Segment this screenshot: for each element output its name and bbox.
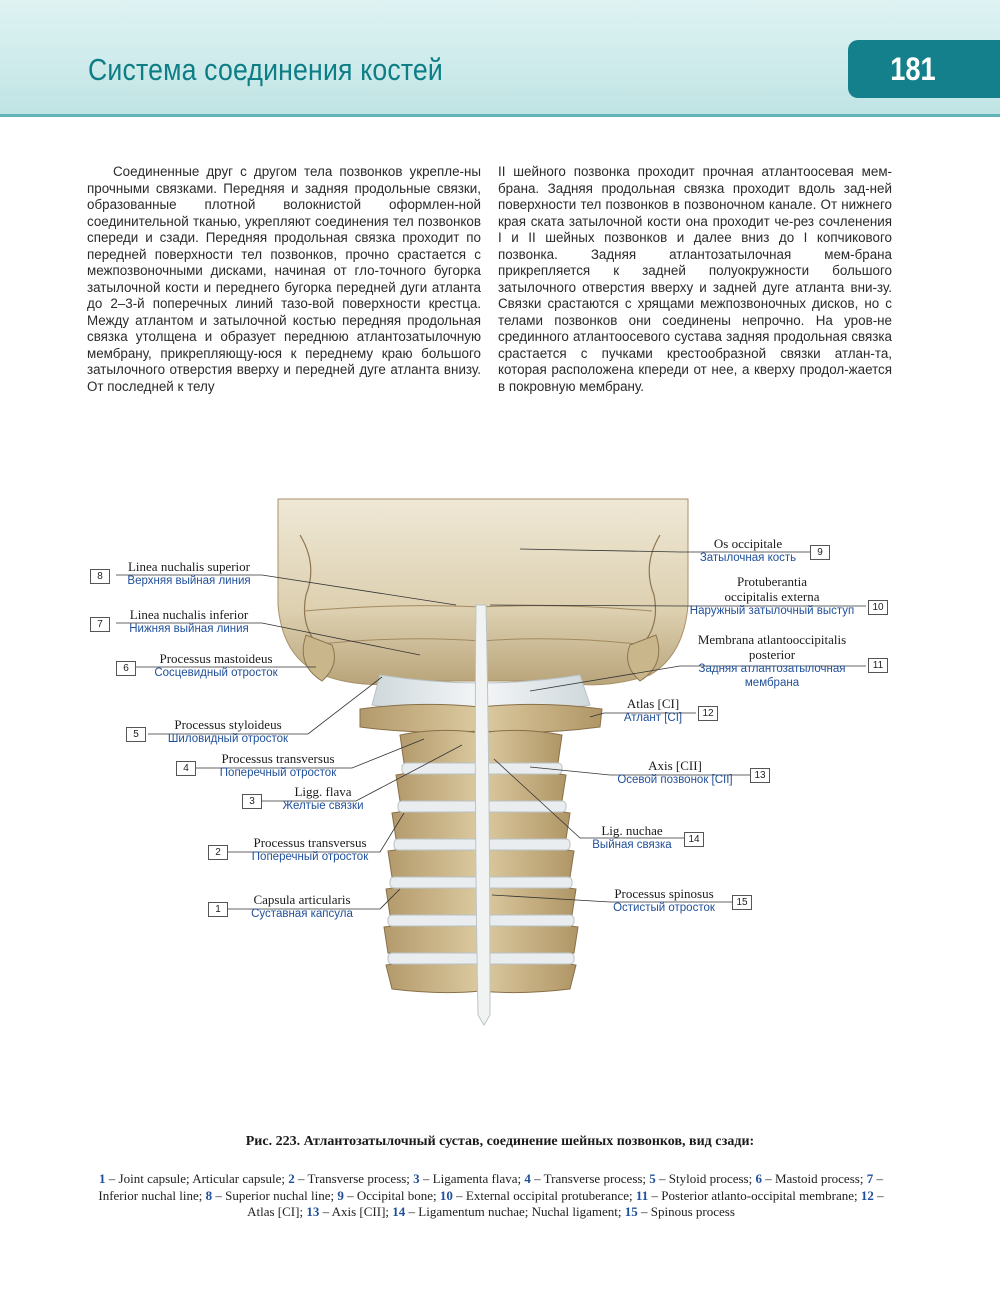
- label-number-14: 14: [684, 832, 704, 847]
- label-atlas: [608, 696, 698, 725]
- legend-text: – Occipital bone;: [343, 1187, 440, 1203]
- label-number-9: 9: [810, 545, 830, 560]
- legend-text: – Mastoid process;: [761, 1171, 867, 1186]
- label-nuchal-ligament: [584, 823, 680, 852]
- label-russian: Остистый отросток: [613, 902, 715, 914]
- label-russian: Выйная связка: [592, 839, 672, 851]
- label-number-5: 5: [126, 727, 146, 742]
- legend-number: 5: [649, 1171, 656, 1186]
- legend-text: – Styloid process;: [655, 1171, 756, 1186]
- label-ligamenta-flava: [272, 784, 374, 813]
- legend-text: – External occipital protuberance;: [452, 1187, 636, 1203]
- label-number-15: 15: [732, 895, 752, 910]
- label-russian: Наружный затылочный выступ: [689, 605, 855, 617]
- label-number-11: 11: [868, 658, 888, 673]
- label-latin: Processus mastoideus: [159, 651, 273, 666]
- legend-number: 11: [635, 1187, 649, 1203]
- legend-number: 2: [288, 1171, 295, 1186]
- label-number-10: 10: [868, 600, 888, 615]
- label-russian: Задняя атлантозатылочная: [698, 663, 846, 675]
- label-latin: Processus styloideus: [174, 717, 282, 732]
- legend-number: 3: [413, 1171, 420, 1186]
- legend-text: – Joint capsule; Articular capsule;: [105, 1171, 289, 1186]
- label-russian: Осевой позвонок [CII]: [617, 774, 733, 786]
- legend-number: 8: [205, 1187, 213, 1203]
- legend-number: 15: [624, 1204, 638, 1219]
- label-russian: Поперечный отросток: [251, 851, 369, 863]
- label-transverse-process-lower: [238, 835, 382, 864]
- label-latin: Linea nuchalis inferior: [129, 607, 249, 622]
- label-latin: occipitalis externa: [724, 589, 820, 604]
- legend-text: – Atlas [CI];: [247, 1187, 884, 1219]
- label-axis: [600, 758, 750, 787]
- chapter-title: Система соединения костей: [88, 52, 443, 87]
- label-number-1: 1: [208, 902, 228, 917]
- legend-number: 4: [524, 1171, 531, 1186]
- legend-text: – Superior nuchal line;: [212, 1187, 338, 1203]
- label-russian: Сосцевидный отросток: [154, 667, 278, 679]
- label-number-2: 2: [208, 845, 228, 860]
- label-number-6: 6: [116, 661, 136, 676]
- legend-number: 6: [755, 1171, 762, 1186]
- figure-caption: Рис. 223. Атлантозатылочный сустав, соединение шейных позвонков, вид сзади:: [245, 1134, 755, 1149]
- label-russian: Атлант [CI]: [623, 712, 683, 724]
- legend-text: – Inferior nuchal line;: [98, 1171, 883, 1203]
- label-external-occipital-protuberance: [676, 574, 868, 618]
- label-superior-nuchal-line: [118, 559, 260, 588]
- label-articular-capsule: [238, 892, 366, 921]
- label-latin: Linea nuchalis superior: [127, 559, 250, 574]
- label-russian: Желтые связки: [282, 800, 364, 812]
- legend-text: – Transverse process;: [530, 1171, 650, 1186]
- legend-number: 14: [392, 1204, 406, 1219]
- label-number-4: 4: [176, 761, 196, 776]
- label-number-3: 3: [242, 794, 262, 809]
- body-paragraph-left: Соединенные друг с другом тела позвонков укрепле-ны прочными связками. Передняя и задняя продольные связки, образованные плотной волокнистой оформлен-ной соединительной тканью, укрепляют соединения тел позвонков спереди и сзади. Передняя продольная связка проходит по передней поверхности тел позвонков, прочно срастается с межпозвоночными дисками, начиная от гло-точного бугорка затылочной кости и переднего бугорка передней дуги атланта до 2–3-й поперечных линий тазо-вой поверхности крестца. Между атлантом и затылочной костью передняя продольная связка утолщена и образует переднюю атлантозатылочную мембрану, прикрепляющу-юся к переднему краю большого затылочного отверстия вверху и передней дуге атланта внизу. От последней к телу: [87, 164, 481, 394]
- legend-text: – Ligamentum nuchae; Nuchal ligament;: [405, 1204, 625, 1219]
- legend-text: – Ligamenta flava;: [419, 1171, 525, 1186]
- label-posterior-atlanto-occipital-membrane: [676, 632, 868, 690]
- label-latin: Axis [CII]: [648, 758, 702, 773]
- label-latin: Lig. nuchae: [601, 823, 663, 838]
- label-russian: Нижняя выйная линия: [129, 623, 249, 635]
- label-transverse-process-upper: [206, 751, 350, 780]
- legend-number: 12: [860, 1187, 874, 1203]
- figure-legend: [86, 1171, 896, 1221]
- anatomy-figure: [0, 495, 1000, 1035]
- body-column-right: [498, 164, 892, 395]
- label-number-8: 8: [90, 569, 110, 584]
- label-russian: Шиловидный отросток: [167, 733, 289, 745]
- label-latin: Processus transversus: [221, 751, 335, 766]
- label-latin: Processus transversus: [253, 835, 367, 850]
- page-number: 181: [890, 51, 936, 87]
- label-latin: Os occipitale: [713, 536, 783, 551]
- legend-text: – Posterior atlanto-occipital membrane;: [648, 1187, 861, 1203]
- label-inferior-nuchal-line: [118, 607, 260, 636]
- legend-number: 7: [866, 1171, 874, 1186]
- label-russian: мембрана: [744, 677, 800, 689]
- label-russian: Верхняя выйная линия: [127, 575, 251, 587]
- label-latin: posterior: [748, 647, 796, 662]
- label-russian: Поперечный отросток: [219, 767, 337, 779]
- legend-text: – Axis [CII];: [319, 1204, 393, 1219]
- label-number-12: 12: [698, 706, 718, 721]
- body-column-left: [87, 164, 481, 395]
- label-number-13: 13: [750, 768, 770, 783]
- label-latin: Processus spinosus: [614, 886, 714, 901]
- label-latin: Protuberantia: [736, 574, 808, 589]
- legend-number: 9: [337, 1187, 344, 1203]
- legend-text: – Spinous process: [637, 1204, 735, 1219]
- label-mastoid-process: [144, 651, 288, 680]
- label-latin: Atlas [CI]: [626, 696, 680, 711]
- legend-number: 10: [439, 1187, 453, 1203]
- label-latin: Ligg. flava: [294, 784, 352, 799]
- label-occipital-bone: [684, 536, 812, 565]
- header-divider: [0, 114, 1000, 117]
- legend-number: 1: [99, 1171, 106, 1186]
- label-spinous-process: [600, 886, 728, 915]
- label-latin: Capsula articularis: [253, 892, 351, 907]
- label-styloid-process: [156, 717, 300, 746]
- label-russian: Затылочная кость: [699, 552, 797, 564]
- label-number-7: 7: [90, 617, 110, 632]
- legend-number: 13: [306, 1204, 320, 1219]
- body-paragraph-right: II шейного позвонка проходит прочная атлантоосевая мем-брана. Задняя продольная связка проходит вдоль зад-ней поверхности тел позвонков в позвоночном канале. От нижнего края ската затылочной кости она проходит че-рез сочленения I и II шейных позвонков и далее вниз до I копчикового позвонка. Задняя атлантозатылочная мем-брана прикрепляется к задней полуокружности большого затылочного отверстия вверху и задней дуге атланта вни-зу. Связки срастаются с хрящами межпозвоночных дисков, но с телами позвонков они соединены непрочно. На уров-не срединного атлантоосевого сустава задняя продольная связка срастается с пучками крестообразной связки атлан-та, которая расположена кпереди от нее, а кверху продол-жается в покровную мембрану.: [498, 164, 892, 394]
- label-russian: Суставная капсула: [251, 908, 353, 920]
- legend-text: – Transverse process;: [294, 1171, 414, 1186]
- page-number-tab: [848, 40, 1000, 98]
- label-latin: Membrana atlantooccipitalis: [697, 632, 847, 647]
